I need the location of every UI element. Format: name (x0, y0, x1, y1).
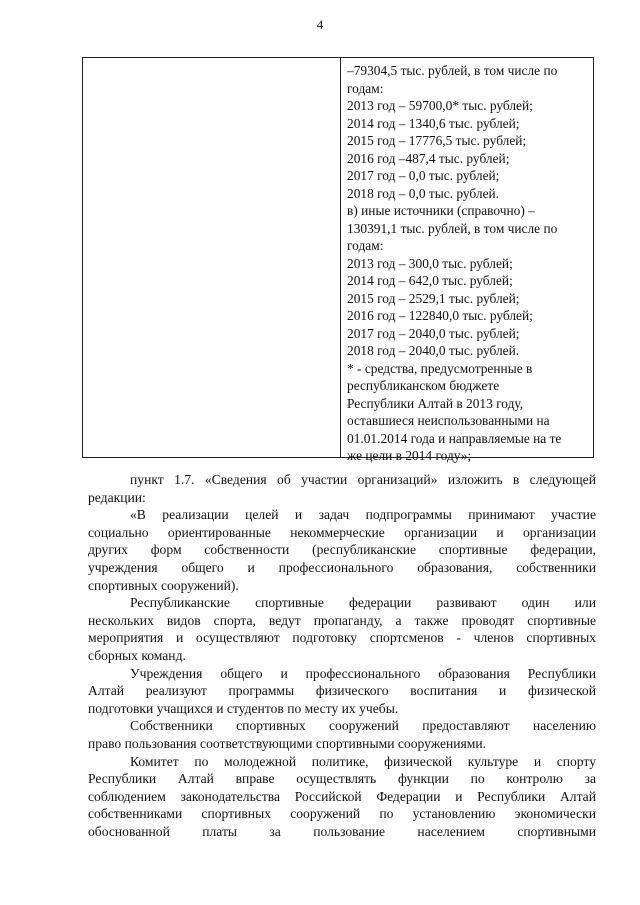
text-line: Республики Алтай вправе осуществлять функции по контролю за (88, 771, 596, 787)
text-line: соблюдением законодательства Российской Федерации и Республики Алтай (88, 788, 596, 804)
table-line: годам: (347, 80, 384, 96)
table-line: 2015 год – 2529,1 тыс. рублей; (347, 290, 520, 306)
text-line: учреждения общего и профессионального образования, собственники (88, 559, 596, 575)
text-line: сборных команд. (88, 647, 186, 663)
document-body (88, 471, 596, 840)
table-line: 2015 год – 17776,5 тыс. рублей; (347, 133, 527, 148)
table-line: 2016 год –487,4 тыс. рублей; (347, 150, 510, 166)
table-line: в) иные источники (справочно) – (347, 203, 535, 218)
table-line: * - средства, предусмотренные в (347, 360, 533, 376)
text-line: Комитет по молодежной политике, физической культуре и спорту (130, 753, 596, 769)
paragraph-owners (88, 717, 596, 752)
table-line: Республики Алтай в 2013 году, (347, 395, 524, 411)
text-line: Учреждения общего и профессионального образования Республики (130, 665, 596, 681)
text-line: подготовки учащихся и студентов по месту их учебы. (88, 700, 399, 716)
table-line: 2017 год – 2040,0 тыс. рублей; (347, 325, 520, 341)
table-line: 01.01.2014 года и направляемые на те (347, 430, 562, 446)
text-line: Алтай реализуют программы физического воспитания и физической (88, 683, 596, 699)
text-line: других форм собственности (республиканские спортивные федерации, (88, 542, 596, 558)
table-line: –79304,5 тыс. рублей, в том числе по (347, 63, 558, 78)
table-line: 2018 год – 2040,0 тыс. рублей. (347, 343, 520, 358)
table-line: 2014 год – 1340,6 тыс. рублей; (347, 115, 520, 131)
table-line: годам: (347, 238, 384, 253)
table-line: 2017 год – 0,0 тыс. рублей; (347, 168, 500, 183)
text-line: обоснованной платы за пользование населением спортивными (88, 823, 596, 839)
text-line: Республиканские спортивные федерации развивают один или (130, 595, 596, 611)
table-line: оставшиеся неиспользованными на (347, 413, 550, 428)
text-line: нескольких видов спорта, ведут пропаганду, а также проводят спортивные (88, 612, 596, 628)
paragraph-amendment (88, 471, 596, 506)
table-line: 2013 год – 59700,0* тыс. рублей; (347, 98, 533, 113)
paragraph-federations (88, 594, 596, 664)
text-line: собственниками спортивных сооружений по установлению экономически (88, 806, 596, 822)
text-line: пункт 1.7. «Сведения об участии организаций» изложить в следующей (130, 472, 596, 487)
table-line: же цели в 2014 году»; (347, 448, 472, 463)
table-left-cell (83, 58, 341, 457)
text-line: социально ориентированные некоммерческие организации и организации (88, 524, 596, 540)
paragraph-participants (88, 506, 596, 594)
table-right-cell (341, 58, 593, 463)
funding-table (82, 57, 594, 463)
table-line: республиканском бюджете (347, 378, 500, 393)
text-line: «В реализации целей и задач подпрограммы принимают участие (130, 507, 596, 523)
table-line: 130391,1 тыс. рублей, в том числе по (347, 220, 558, 236)
table-line: 2016 год – 122840,0 тыс. рублей; (347, 308, 533, 323)
table-line: 2014 год – 642,0 тыс. рублей; (347, 273, 513, 288)
paragraph-committee (88, 753, 596, 841)
table-line: 2018 год – 0,0 тыс. рублей. (347, 185, 500, 201)
text-line: мероприятия и осуществляют подготовку спортсменов - членов спортивных (88, 630, 596, 646)
text-line: редакции: (88, 489, 146, 505)
paragraph-education (88, 665, 596, 718)
text-line: Собственники спортивных сооружений предоставляют населению (130, 718, 596, 734)
page-number: 4 (316, 17, 324, 32)
text-line: спортивных сооружений). (88, 577, 239, 593)
text-line: право пользования соответствующими спортивными сооружениями. (88, 735, 487, 751)
table-line: 2013 год – 300,0 тыс. рублей; (347, 255, 513, 271)
